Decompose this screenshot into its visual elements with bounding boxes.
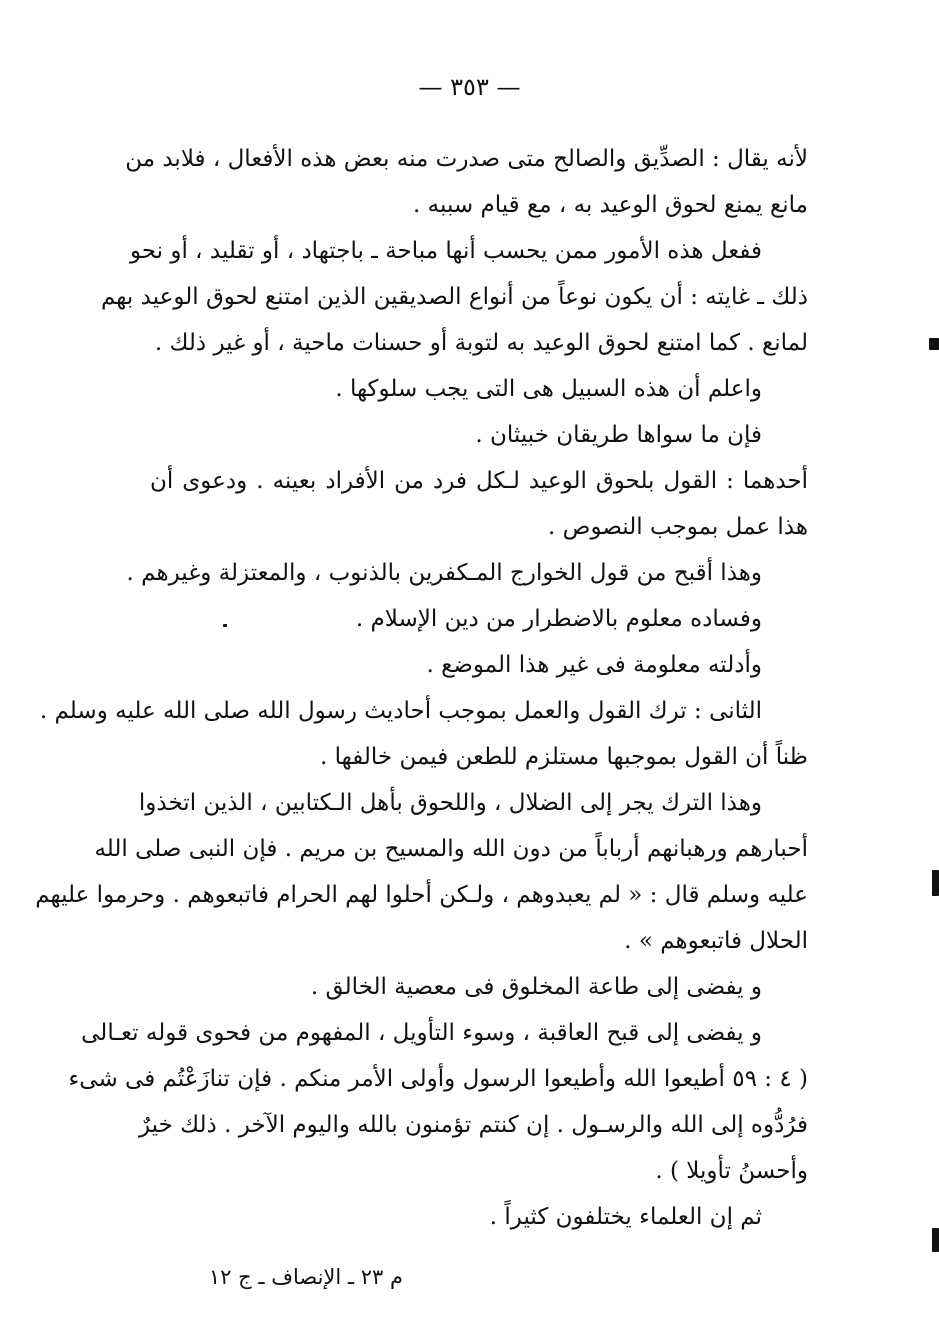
text-line: وهذا الترك يجر إلى الضلال ، واللحوق بأهل الـكتابين ، الذين اتخذوا xyxy=(138,790,762,816)
scan-speck xyxy=(223,624,227,627)
scan-speck xyxy=(932,870,939,896)
text-line: ثم إن العلماء يختلفون كثيراً . xyxy=(489,1204,762,1230)
text-line: لمانع . كما امتنع لحوق الوعيد به لتوبة أو حسنات ماحية ، أو غير ذلك . xyxy=(154,330,808,356)
text-line: الثانى : ترك القول والعمل بموجب أحاديث رسول الله صلى الله عليه وسلم . xyxy=(39,698,762,724)
text-line: وهذا أقبح من قول الخوارج المـكفرين بالذنوب ، والمعتزلة وغيرهم . xyxy=(126,560,762,586)
text-line: ( ٤ : ٥٩ أطيعوا الله وأطيعوا الرسول وأولى الأمر منكم . فإن تنازَعْتُم فى شىء xyxy=(68,1066,808,1092)
text-line: و يفضى إلى طاعة المخلوق فى معصية الخالق . xyxy=(310,974,762,1000)
text-line: واعلم أن هذه السبيل هى التى يجب سلوكها . xyxy=(335,376,762,402)
text-line: فإن ما سواها طريقان خبيثان . xyxy=(475,422,762,448)
text-line: ذلك ـ غايته : أن يكون نوعاً من أنواع الصديقين الذين امتنع لحوق الوعيد بهم xyxy=(101,284,808,310)
scan-speck xyxy=(929,338,939,350)
text-line: ففعل هذه الأمور ممن يحسب أنها مباحة ـ باجتهاد ، أو تقليد ، أو نحو xyxy=(129,238,762,264)
scan-speck xyxy=(932,1228,939,1252)
text-line: مانع يمنع لحوق الوعيد به ، مع قيام سببه . xyxy=(413,192,808,218)
text-line: هذا عمل بموجب النصوص . xyxy=(548,514,808,540)
text-line: و يفضى إلى قبح العاقبة ، وسوء التأويل ، المفهوم من فحوى قوله تعـالى xyxy=(81,1020,762,1046)
page-number: — ٣٥٣ — xyxy=(418,73,521,101)
text-line: وأدلته معلومة فى غير هذا الموضع . xyxy=(426,652,762,678)
text-line: أحدهما : القول بلحوق الوعيد لـكل فرد من الأفراد بعينه . ودعوى أن xyxy=(150,468,808,494)
text-line: عليه وسلم قال : « لم يعبدوهم ، ولـكن أحلوا لهم الحرام فاتبعوهم . وحرموا عليهم xyxy=(35,882,808,908)
text-line: أحبارهم ورهبانهم أرباباً من دون الله والمسيح بن مريم . فإن النبى صلى الله xyxy=(94,836,808,862)
text-line: ظناً أن القول بموجبها مستلزم للطعن فيمن خالفها . xyxy=(320,744,808,770)
text-line: وفساده معلوم بالاضطرار من دين الإسلام . xyxy=(355,606,762,632)
text-line: الحلال فاتبعوهم » . xyxy=(624,928,808,954)
text-line: لأنه يقال : الصدِّيق والصالح متى صدرت منه بعض هذه الأفعال ، فلابد من xyxy=(125,146,808,172)
signature-footer: م ٢٣ ـ الإنصاف ـ ج ١٢ xyxy=(208,1265,403,1289)
text-line: وأحسنُ تأويلا ) . xyxy=(655,1158,808,1184)
page-body-text xyxy=(35,136,808,1240)
text-line: فرُدُّوه إلى الله والرسـول . إن كنتم تؤمنون بالله واليوم الآخر . ذلك خيرٌ xyxy=(138,1112,808,1138)
